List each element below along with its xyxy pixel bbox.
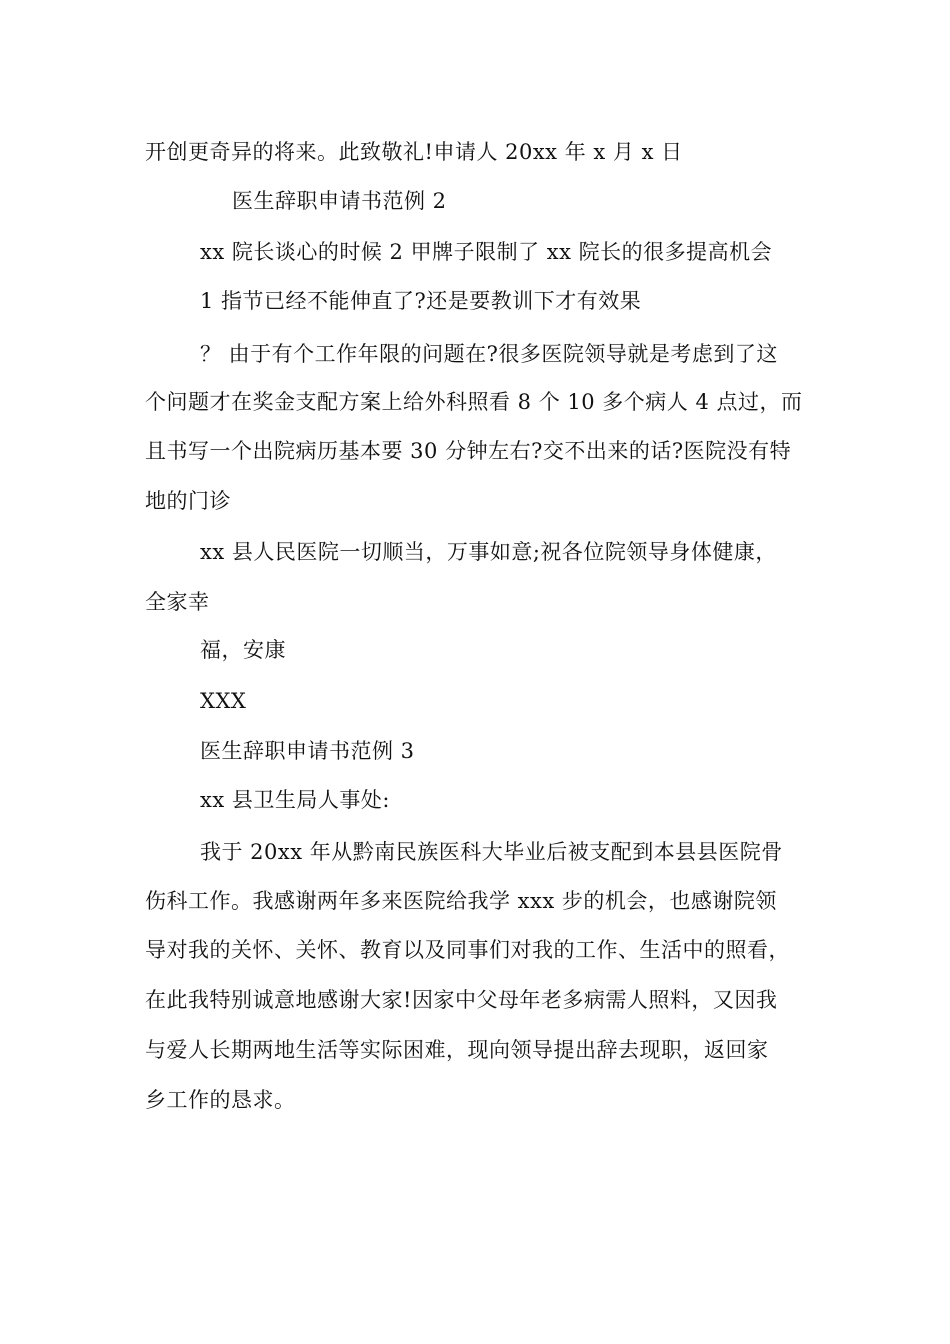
section-heading: 医生辞职申请书范例 2: [232, 189, 447, 213]
text-line: 我于 20xx 年从黔南民族医科大毕业后被支配到本县县医院骨: [200, 840, 783, 864]
text-line: 导对我的关怀、关怀、教育以及同事们对我的工作、生活中的照看，: [145, 938, 790, 962]
text-line: xx 县人民医院一切顺当，万事如意;祝各位院领导身体健康，: [200, 540, 777, 564]
text-line: 开创更奇异的将来。此致敬礼!申请人 20xx 年 x 月 x 日: [145, 140, 683, 164]
text-line: xx 院长谈心的时候 2 甲牌子限制了 xx 院长的很多提高机会: [200, 240, 773, 264]
text-line: 福，安康: [200, 638, 286, 662]
text-line: 地的门诊: [145, 489, 231, 513]
text-line: 乡工作的恳求。: [145, 1088, 296, 1112]
text-line: 伤科工作。我感谢两年多来医院给我学 xxx 步的机会，也感谢院领: [145, 889, 777, 913]
text-line: 与爱人长期两地生活等实际困难，现向领导提出辞去现职，返回家: [145, 1038, 769, 1062]
addressee-line: xx 县卫生局人事处:: [200, 788, 390, 812]
text-line: 个问题才在奖金支配方案上给外科照看 8 个 10 多个病人 4 点过，而: [145, 390, 803, 414]
text-line: 且书写一个出院病历基本要 30 分钟左右?交不出来的话?医院没有特: [145, 439, 792, 463]
text-line: 1 指节已经不能伸直了?还是要教训下才有效果: [200, 289, 642, 313]
text-line: 在此我特别诚意地感谢大家!因家中父母年老多病需人照料，又因我: [145, 988, 778, 1012]
text-line: ？ 由于有个工作年限的问题在?很多医院领导就是考虑到了这: [200, 342, 778, 366]
section-heading: 医生辞职申请书范例 3: [200, 739, 415, 763]
text-line: 全家幸: [145, 590, 210, 614]
signature-line: XXX: [200, 689, 247, 713]
